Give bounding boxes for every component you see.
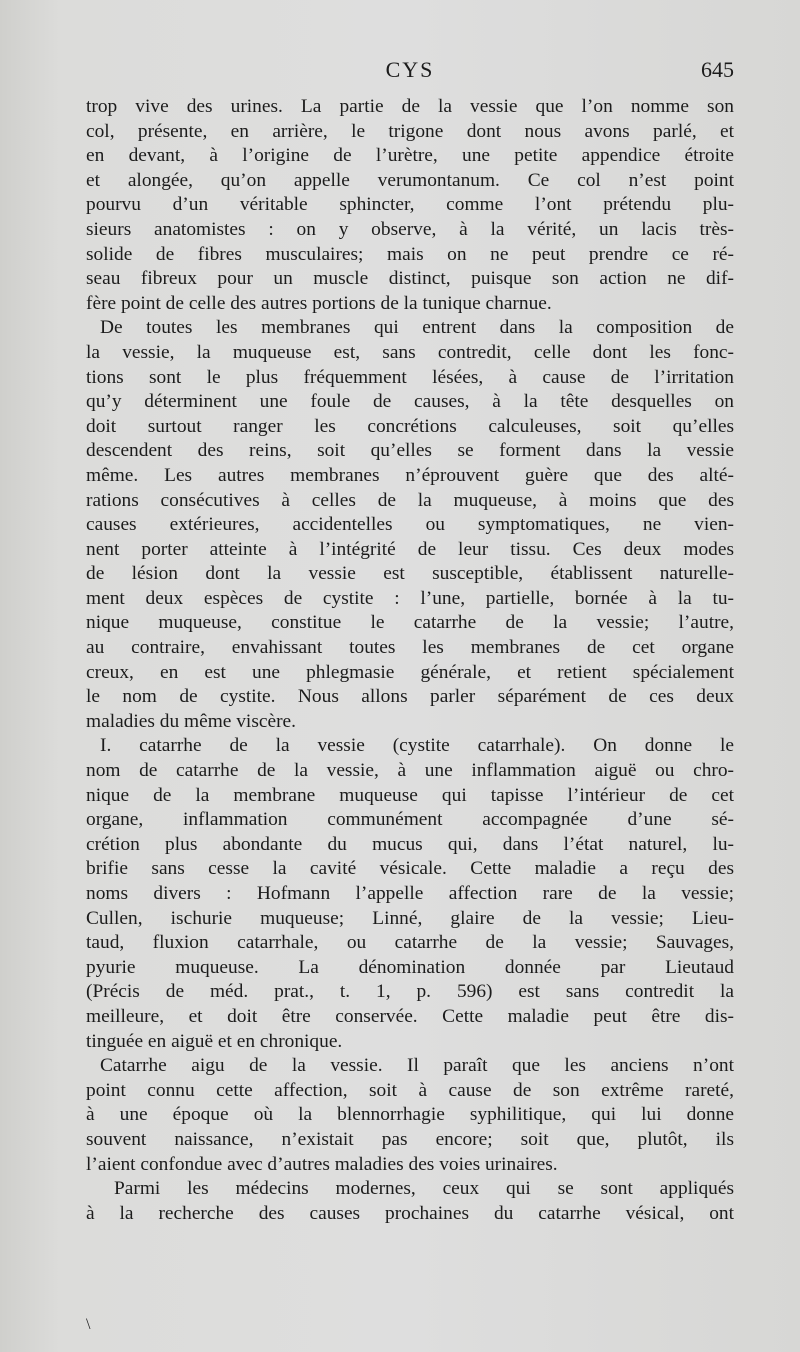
text-line: la vessie, la muqueuse est, sans contredit, celle dont les fonc- xyxy=(86,341,734,363)
text-line: le nom de cystite. Nous allons parler séparément de ces deux xyxy=(86,686,734,708)
text-line: doit surtout ranger les concrétions calculeuses, soit qu’elles xyxy=(86,415,734,437)
text-line: causes extérieures, accidentelles ou symptomatiques, ne vien- xyxy=(86,514,734,536)
text-line: même. Les autres membranes n’éprouvent guère que des alté- xyxy=(86,464,734,486)
text-line: l’aient confondue avec d’autres maladies des voies urinaires. xyxy=(86,1153,558,1175)
running-title: CYS xyxy=(385,57,435,82)
text-line: pourvu d’un véritable sphincter, comme l’ont prétendu plu- xyxy=(86,194,734,216)
text-line: crétion plus abondante du mucus qui, dans l’état naturel, lu- xyxy=(86,833,734,855)
text-line: organe, inflammation communément accompagnée d’une sé- xyxy=(86,809,734,831)
text-line: qu’y déterminent une foule de causes, à la tête desquelles on xyxy=(86,391,734,413)
text-line: en devant, à l’origine de l’urètre, une petite appendice étroite xyxy=(86,145,734,167)
page-number: 645 xyxy=(701,57,734,82)
text-line: De toutes les membranes qui entrent dans la composition de xyxy=(100,317,734,339)
text-line: sieurs anatomistes : on y observe, à la vérité, un lacis très- xyxy=(86,218,734,240)
subsection-heading-line: Catarrhe aigu de la vessie. Il paraît que les anciens n’ont xyxy=(100,1055,734,1077)
text-line: et alongée, qu’on appelle verumontanum. Ce col n’est point xyxy=(86,169,734,191)
text-line: noms divers : Hofmann l’appelle affection rare de la vessie; xyxy=(86,883,734,904)
text-line: brifie sans cesse la cavité vésicale. Cette maladie a reçu des xyxy=(86,858,734,880)
text-line: tions sont le plus fréquemment lésées, à cause de l’irritation xyxy=(86,366,734,388)
text-line: rations consécutives à celles de la muqueuse, à moins que des xyxy=(86,489,734,511)
text-line: souvent naissance, n’existait pas encore; soit que, plutôt, ils xyxy=(86,1128,734,1150)
text-line: trop vive des urines. La partie de la vessie que l’on nomme son xyxy=(86,96,734,117)
text-line: creux, en est une phlegmasie générale, et retient spécialement xyxy=(86,661,734,683)
section-heading-line: I. catarrhe de la vessie (cystite catarrhale). On donne le xyxy=(100,735,734,757)
text-line: maladies du même viscère. xyxy=(86,710,296,732)
text-line: point connu cette affection, soit à cause de son extrême rareté, xyxy=(86,1079,734,1101)
text-line: (Précis de méd. prat., t. 1, p. 596) est sans contredit la xyxy=(86,981,734,1003)
text-line: solide de fibres musculaires; mais on ne peut prendre ce ré- xyxy=(86,243,734,265)
text-line: nique de la membrane muqueuse qui tapisse l’intérieur de cet xyxy=(86,784,734,806)
text-line: col, présente, en arrière, le trigone dont nous avons parlé, et xyxy=(86,120,734,142)
text-line: Parmi les médecins modernes, ceux qui se sont appliqués xyxy=(114,1178,734,1200)
text-line: nique muqueuse, constitue le catarrhe de la vessie; l’autre, xyxy=(86,612,734,634)
text-line: descendent des reins, soit qu’elles se forment dans la vessie xyxy=(86,440,734,462)
text-line: seau fibreux pour un muscle distinct, puisque son action ne dif- xyxy=(86,268,734,290)
text-line: Cullen, ischurie muqueuse; Linné, glaire de la vessie; Lieu- xyxy=(86,907,734,929)
running-header xyxy=(86,57,734,87)
stray-mark: \ xyxy=(86,1316,91,1333)
text-line: à une époque où la blennorrhagie syphilitique, qui lui donne xyxy=(86,1104,734,1126)
text-line: à la recherche des causes prochaines du catarrhe vésical, ont xyxy=(86,1202,734,1224)
text-line: nent porter atteinte à l’intégrité de leur tissu. Ces deux modes xyxy=(86,538,734,560)
text-line: ment deux espèces de cystite : l’une, partielle, bornée à la tu- xyxy=(86,587,734,609)
text-line: au contraire, envahissant toutes les membranes de cet organe xyxy=(86,637,734,659)
text-line: taud, fluxion catarrhale, ou catarrhe de la vessie; Sauvages, xyxy=(86,932,734,954)
text-line: nom de catarrhe de la vessie, à une inflammation aiguë ou chro- xyxy=(86,760,734,782)
text-line: meilleure, et doit être conservée. Cette maladie peut être dis- xyxy=(86,1005,734,1027)
body-text xyxy=(86,95,734,1226)
text-line: de lésion dont la vessie est susceptible, établissent naturelle- xyxy=(86,563,734,585)
text-line: tinguée en aiguë et en chronique. xyxy=(86,1030,343,1052)
text-line: pyurie muqueuse. La dénomination donnée par Lieutaud xyxy=(86,956,734,978)
text-line: fère point de celle des autres portions de la tunique charnue. xyxy=(86,292,552,314)
